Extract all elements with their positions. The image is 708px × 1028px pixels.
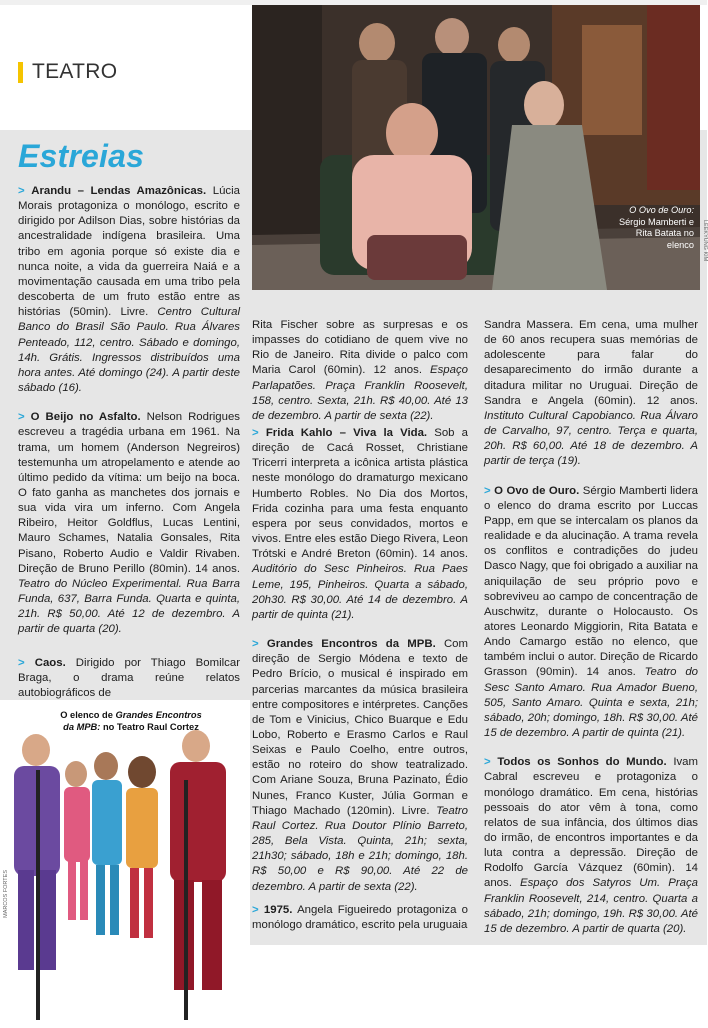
photo-bottom-caption-lead: O elenco de xyxy=(60,710,113,720)
entry-body: Lúcia Morais protagoniza o monólogo, escrito e dirigido por Adilson Dias, sobre histórias da ancestralidade indígena brasileira. Uma tribo em agonia porque só existe dia e nunca noite, a vida da guerreira Naiá e a movimentação causada em uma tribo pela descoberta de um fruto estão entre as histórias (50min). Livre. xyxy=(18,185,240,319)
arrow-icon: > xyxy=(18,411,25,424)
column-1 xyxy=(18,184,240,652)
entry-arandu xyxy=(18,184,240,396)
photo-bottom-caption-text: no Teatro Raul Cortez xyxy=(102,722,199,732)
photo-bottom-caption xyxy=(56,709,206,733)
arrow-icon: > xyxy=(484,484,491,497)
entry-beijo-no-asfalto xyxy=(18,410,240,637)
entry-title: O Ovo de Ouro. xyxy=(494,484,580,497)
entry-ovo-de-ouro xyxy=(484,484,698,742)
arrow-icon: > xyxy=(252,904,259,916)
entry-1975-start xyxy=(252,903,468,934)
arrow-icon: > xyxy=(484,756,491,769)
entry-grandes-encontros xyxy=(252,637,468,895)
entry-title: Frida Kahlo – Viva la Vida. xyxy=(265,427,428,439)
column-2-lower xyxy=(252,426,468,909)
entry-title: O Beijo no Asfalto. xyxy=(30,411,141,424)
entry-title: Grandes Encontros da MPB. xyxy=(266,638,436,651)
entry-info: Teatro Raul Cortez. Rua Doutor Plínio Barreto, 285, Bela Vista. Quinta, 21h; sexta, 21h30; sábado, 18h e 21h; domingo, 18h. R$ 50,00 e R$ 90,00. Até 22 de dezembro. A partir de sexta (22). xyxy=(252,804,468,893)
photo-top-caption-title: O Ovo de Ouro: xyxy=(629,205,694,215)
entry-title: Todos os Sonhos do Mundo. xyxy=(497,756,667,769)
entry-body: Dirigido por Thiago Bomilcar Braga, o drama reúne relatos autobiográficos de xyxy=(18,657,240,700)
entry-info: Espaço Parlapatões. Praça Franklin Roosevelt, 158, centro. Sexta, 21h. R$ 40,00. Até 13 de dezembro. A partir de sexta (22). xyxy=(252,364,468,422)
column-3 xyxy=(484,318,698,951)
photo-top-caption xyxy=(618,205,694,251)
entry-body: Nelson Rodrigues escreveu a tragédia urbana em 1961. Na trama, um homem (Anderson Negreiros) testemunha um atropelamento e atende ao último pedido da vítima: um beijo na boca. O fato ganha as manchetes dos jornais e sua vida vira um inferno. Com Angela Ribeiro, Heitor Goldflus, Lucas Lentini, Mauro Schames, Natalia Gonsales, Rita Pisano, Roberto Audio e Valdir Rivaben. Direção de Bruno Perillo (80min). 14 anos. xyxy=(18,411,240,575)
section-accent-bar xyxy=(18,62,23,83)
entry-caos-start xyxy=(18,656,240,700)
entry-body: Sérgio Mamberti lidera o elenco do drama escrito por Luccas Papp, em que se intercalam os planos da realidade e da alucinação. A trama revela os conflitos e contradições do judeu Dasco Nagy, que foi obrigado a auxiliar na aniquilação de seu próprio povo e sobreviveu ao campo de concentração de Auschwitz, durante o Holocausto. Os atores Leonardo Miggiorin, Rita Batata e Ando Camargo estão no elenco, que também inclui o autor. Direção de Ricardo Grasson (90min). 14 anos. xyxy=(484,484,698,679)
entry-body: Com direção de Sergio Módena e texto de Pedro Brício, o musical é inspirado em parcerias marcantes da música brasileira entre compositores e intérpretes. Canções de Tom e Vinicius, Chico Buarque e Edu Lobo, Roberto e Erasmo Carlos e Raul Seixas e Paulo Coelho, entre outros, estão no roteiro do show teatralizado. Com Ariane Souza, Bruna Pazinato, Édio Nunes, Franco Kuster, Júlia Gorman e Thiago Machado (120min). Livre. xyxy=(252,638,468,817)
entry-info: Teatro do Sesc Santo Amaro. Rua Amador Bueno, 505, Santo Amaro. Quinta e sexta, 21h; sábado, 20h; domingo, 18h. R$ 30,00. Até 15 de dezembro. A partir de quinta (21). xyxy=(484,666,698,740)
entry-1975-rest-body: Sandra Massera. Em cena, uma mulher de 60 anos recupera suas memórias de adolescente para falar do desaparecimento do irmão durante a ditadura militar no Uruguai. Direção de Sandra e Angela (60min). 12 anos. xyxy=(484,319,698,407)
photo-bottom-credit: MARCOS FORTES xyxy=(3,870,9,918)
entry-info: Espaço dos Satyros Um. Praça Franklin Roosevelt, 214, centro. Quarta a sábado, 21h; domingo, 19h. R$ 30,00. Até 15 de dezembro. A partir de quarta (20). xyxy=(484,877,698,935)
arrow-icon: > xyxy=(18,657,25,669)
photo-grandes-encontros xyxy=(0,700,250,1023)
entry-info: Centro Cultural Banco do Brasil São Paulo. Rua Álvares Penteado, 112, centro. Sábado e domingo, 14h. Grátis. Ingressos distribuídos uma hora antes. Até domingo (24). A partir deste sábado (16). xyxy=(18,306,240,395)
section-label: TEATRO xyxy=(32,60,118,83)
entry-body: Ivam Cabral escreveu e protagoniza o monólogo dramático. Em cena, histórias pessoais do ator vêm à tona, como relatos de sua infância, dos últimos dias do irmão, de encontros importantes e da luta contra a depressão. Direção de Rodolfo García Vázquez (60min). 14 anos. xyxy=(484,756,698,890)
entry-title: Arandu – Lendas Amazônicas. xyxy=(31,185,207,197)
photo-top-caption-text: Sérgio Mamberti e Rita Batata no elenco xyxy=(618,216,694,250)
photo-bottom-caption-title: Grandes Encontros da MPB: xyxy=(63,710,202,732)
entry-body: Angela Figueiredo protagoniza o monólogo dramático, escrito pela uruguaia xyxy=(252,904,468,932)
entry-frida-kahlo xyxy=(252,426,468,623)
entry-caos-rest xyxy=(252,318,468,424)
entry-title: 1975. xyxy=(263,904,293,916)
entry-info: Auditório do Sesc Pinheiros. Rua Paes Leme, 195, Pinheiros. Quarta a sábado, 20h30. R$ 30,00. Até 14 de dezembro. A partir de quinta (21). xyxy=(252,563,468,621)
entry-caos-rest-body: Rita Fischer sobre as surpresas e os impasses do cotidiano de quem vive no Rio de Janeiro. Rita divide o palco com Maria Carol (60min). 12 anos. xyxy=(252,319,468,377)
section-header xyxy=(18,60,117,84)
arrow-icon: > xyxy=(18,185,25,197)
arrow-icon: > xyxy=(252,638,259,651)
entry-todos-os-sonhos xyxy=(484,755,698,937)
entry-info: Teatro do Núcleo Experimental. Rua Barra Funda, 637, Barra Funda. Quarta e quinta, 21h. R$ 50,00. Até 12 de dezembro. A partir de quarta (20). xyxy=(18,577,240,636)
entry-info: Instituto Cultural Capobianco. Rua Álvaro de Carvalho, 97, centro. Terça e quarta, 20h. R$ 60,00. Até 18 de dezembro. A partir de terça (19). xyxy=(484,409,698,468)
arrow-icon: > xyxy=(252,427,259,439)
photo-top-credit: LEEKYUNG KIM xyxy=(702,220,708,262)
page-title: Estreias xyxy=(18,138,145,174)
entry-1975-continued xyxy=(484,318,698,470)
entry-body: Sob a direção de Cacá Rosset, Christiane Tricerri interpreta a icônica artista plástica neste monólogo do dramaturgo mexicano Humberto Robles. No Dia dos Mortos, Frida cozinha para uma festa enquanto espera por seus convidados, mortos e vivos. Entre eles estão Diego Rivera, Leon Trótski e André Breton (60min). 14 anos. xyxy=(252,427,469,561)
entry-title: Caos. xyxy=(34,657,66,669)
cast-photo-illustration xyxy=(0,700,250,1023)
